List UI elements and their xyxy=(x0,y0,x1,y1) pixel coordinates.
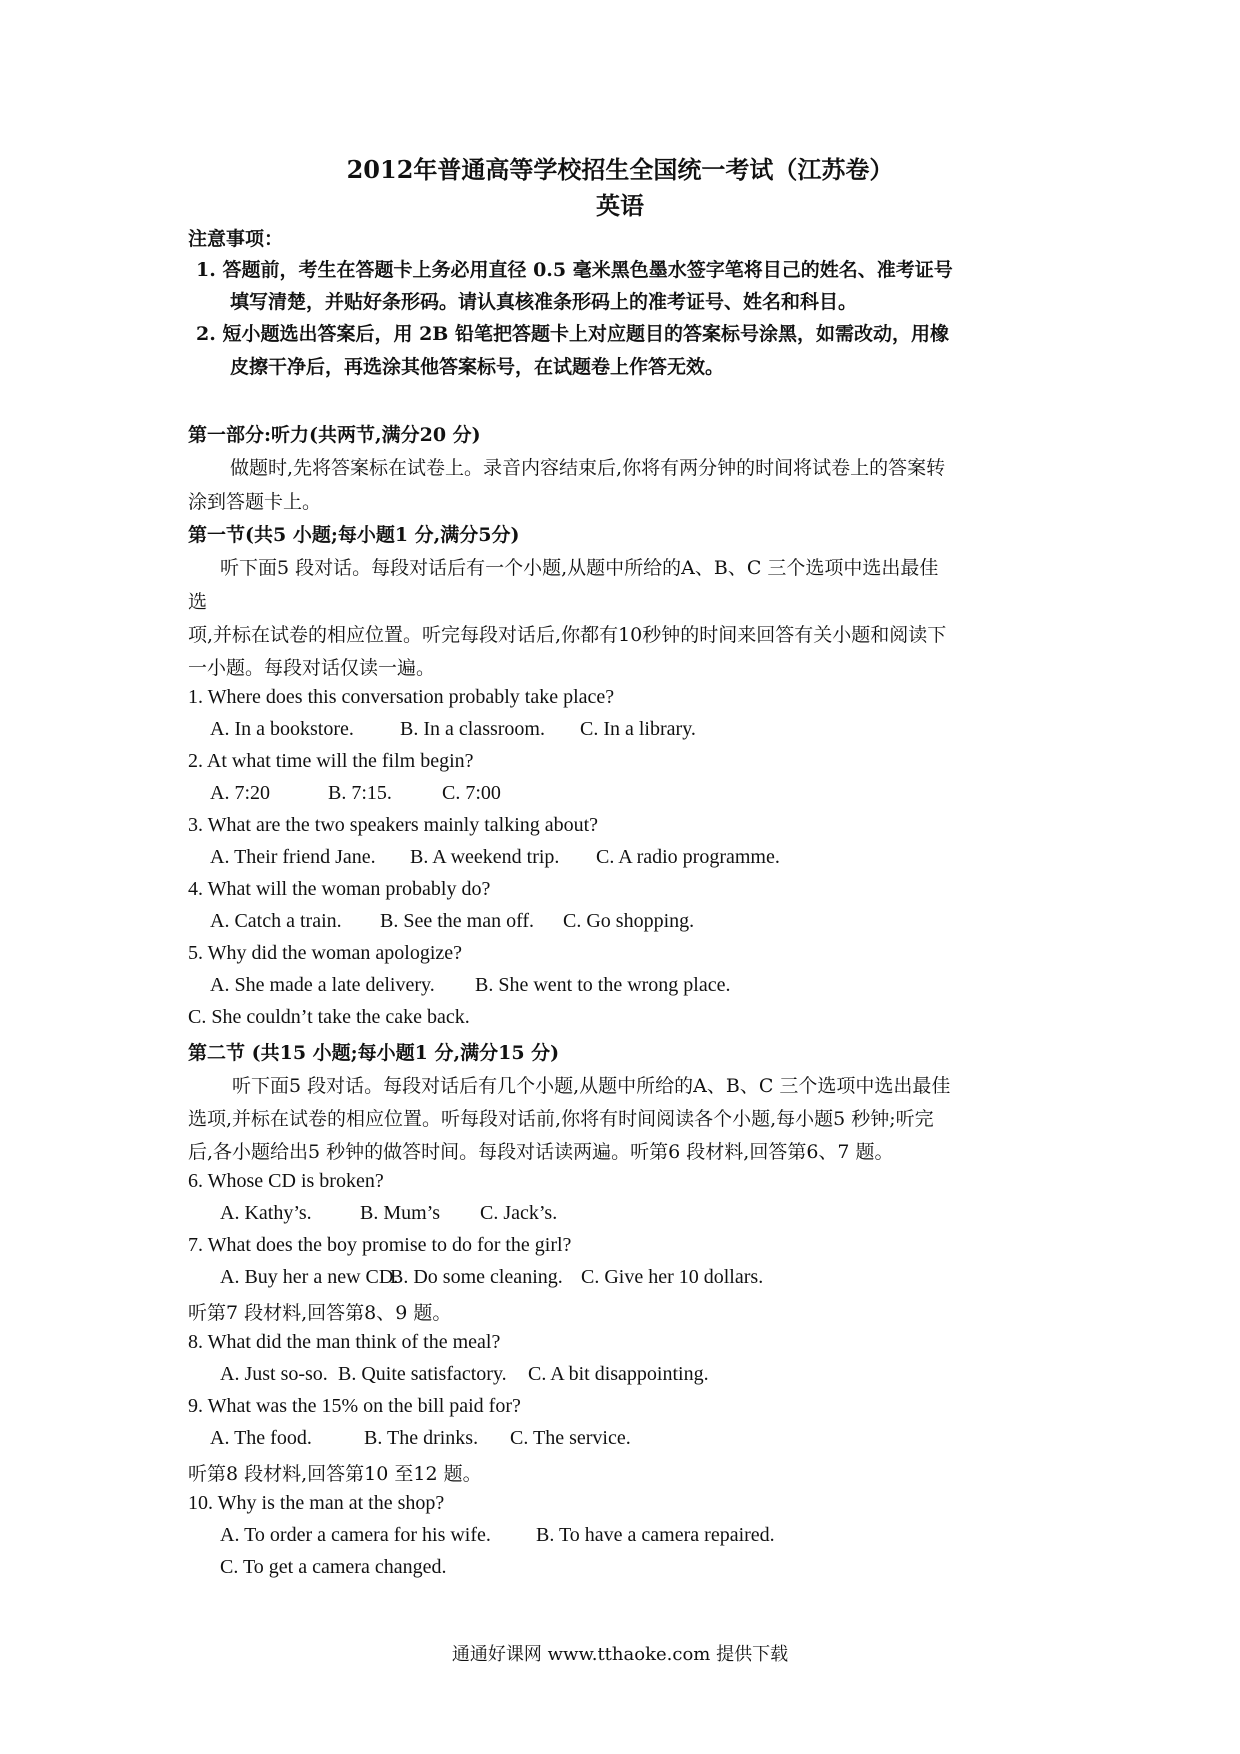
question-6: 6. Whose CD is broken? xyxy=(188,1170,384,1192)
section2-heading: 第二节 (共15 小题;每小题1 分,满分15 分) xyxy=(188,1042,560,1064)
question-8: 8. What did the man think of the meal? xyxy=(188,1331,501,1353)
question-8-option-a: A. Just so-so. xyxy=(220,1363,328,1385)
section1-instr-line-4: 一小题。每段对话仅读一遍。 xyxy=(188,657,436,679)
question-9-option-a: A. The food. xyxy=(210,1427,312,1449)
question-7-option-b: B. Do some cleaning. xyxy=(390,1266,563,1288)
question-2-option-c: C. 7:00 xyxy=(442,782,501,804)
question-9: 9. What was the 15% on the bill paid for? xyxy=(188,1395,521,1417)
question-3-option-a: A. Their friend Jane. xyxy=(210,846,376,868)
question-5: 5. Why did the woman apologize? xyxy=(188,942,463,964)
notice-item-2-line-1: 2. 短小题选出答案后，用 2B 铅笔把答题卡上对应题目的答案标号涂黑，如需改动，用橡 xyxy=(196,323,949,345)
question-5-options xyxy=(210,974,731,997)
question-3-option-b: B. A weekend trip. xyxy=(410,846,560,868)
question-9-option-b: B. The drinks. xyxy=(364,1427,479,1449)
question-4-option-a: A. Catch a train. xyxy=(210,910,342,932)
question-4-options xyxy=(210,910,694,933)
question-10-option-a: A. To order a camera for his wife. xyxy=(220,1524,491,1546)
question-5-option-a: A. She made a late delivery. xyxy=(210,974,435,996)
question-2-option-a: A. 7:20 xyxy=(210,782,270,804)
question-7-option-a: A. Buy her a new CD. xyxy=(220,1266,399,1288)
question-1-options xyxy=(210,718,696,741)
section1-heading: 第一节(共5 小题;每小题1 分,满分5分) xyxy=(188,524,520,546)
question-1: 1. Where does this conversation probably take place? xyxy=(188,686,615,708)
question-2-option-b: B. 7:15. xyxy=(328,782,392,804)
question-2: 2. At what time will the film begin? xyxy=(188,750,474,772)
question-6-option-b: B. Mum’s xyxy=(360,1202,441,1224)
part1-intro-line-1: 做题时,先将答案标在试卷上。录音内容结束后,你将有两分钟的时间将试卷上的答案转 xyxy=(230,457,946,479)
question-8-options xyxy=(220,1363,709,1386)
question-9-option-c: C. The service. xyxy=(510,1427,631,1449)
question-2-options xyxy=(210,782,501,805)
question-5-option-b: B. She went to the wrong place. xyxy=(475,974,731,996)
exam-subject: 英语 xyxy=(596,191,644,220)
question-8-option-b: B. Quite satisfactory. xyxy=(338,1363,507,1385)
notice-item-1-line-1: 1. 答题前，考生在答题卡上务必用直径 0.5 毫米黑色墨水签字笔将目己的姓名、准考证号 xyxy=(196,259,953,281)
part1-heading: 第一部分:听力(共两节,满分20 分) xyxy=(188,424,481,446)
section1-instr-line-1: 听下面5 段对话。每段对话后有一个小题,从题中所给的A、B、C 三个选项中选出最佳 xyxy=(220,557,939,579)
notice-heading: 注意事项： xyxy=(188,228,284,250)
question-1-option-a: A. In a bookstore. xyxy=(210,718,354,740)
question-6-option-c: C. Jack’s. xyxy=(480,1202,558,1224)
question-7-option-c: C. Give her 10 dollars. xyxy=(581,1266,764,1288)
section2-instr-line-3: 后,各小题给出5 秒钟的做答时间。每段对话读两遍。听第6 段材料,回答第6、7 题。 xyxy=(188,1141,894,1163)
section2-instr-line-2: 选项,并标在试卷的相应位置。听每段对话前,你将有时间阅读各个小题,每小题5 秒钟;听完 xyxy=(188,1108,934,1130)
question-6-option-a: A. Kathy’s. xyxy=(220,1202,312,1224)
part1-intro-line-2: 涂到答题卡上。 xyxy=(188,491,322,513)
material-7-note: 听第7 段材料,回答第8、9 题。 xyxy=(188,1302,452,1324)
section1-instr-line-3: 项,并标在试卷的相应位置。听完每段对话后,你都有10秒钟的时间来回答有关小题和阅读下 xyxy=(188,624,947,646)
question-7: 7. What does the boy promise to do for the girl? xyxy=(188,1234,572,1256)
footer-source: 通通好课网 www.tthaoke.com 提供下载 xyxy=(451,1644,789,1665)
exam-title: 2012年普通高等学校招生全国统一考试（江苏卷） xyxy=(346,155,894,184)
question-3-option-c: C. A radio programme. xyxy=(596,846,780,868)
question-7-options xyxy=(220,1266,763,1289)
question-9-options xyxy=(210,1427,631,1450)
question-10: 10. Why is the man at the shop? xyxy=(188,1492,445,1514)
question-1-option-c: C. In a library. xyxy=(580,718,696,740)
question-8-option-c: C. A bit disappointing. xyxy=(528,1363,709,1385)
section2-instr-line-1: 听下面5 段对话。每段对话后有几个小题,从题中所给的A、B、C 三个选项中选出最佳 xyxy=(232,1075,951,1097)
question-4: 4. What will the woman probably do? xyxy=(188,878,491,900)
question-1-option-b: B. In a classroom. xyxy=(400,718,545,740)
question-10-option-c: C. To get a camera changed. xyxy=(220,1556,447,1578)
question-3: 3. What are the two speakers mainly talking about? xyxy=(188,814,599,836)
question-5-option-c: C. She couldn’t take the cake back. xyxy=(188,1006,470,1028)
material-8-note: 听第8 段材料,回答第10 至12 题。 xyxy=(188,1463,482,1485)
notice-item-2-line-2: 皮擦干净后，再选涂其他答案标号，在试题卷上作答无效。 xyxy=(230,356,725,378)
question-4-option-b: B. See the man off. xyxy=(380,910,535,932)
section1-instr-line-2: 选 xyxy=(188,591,208,613)
question-6-options xyxy=(220,1202,557,1225)
question-3-options xyxy=(210,846,780,869)
question-10-option-b: B. To have a camera repaired. xyxy=(536,1524,775,1546)
question-10-options xyxy=(220,1524,775,1547)
question-4-option-c: C. Go shopping. xyxy=(563,910,695,932)
notice-item-1-line-2: 填写清楚，并贴好条形码。请认真核准条形码上的准考证号、姓名和科目。 xyxy=(230,291,858,313)
